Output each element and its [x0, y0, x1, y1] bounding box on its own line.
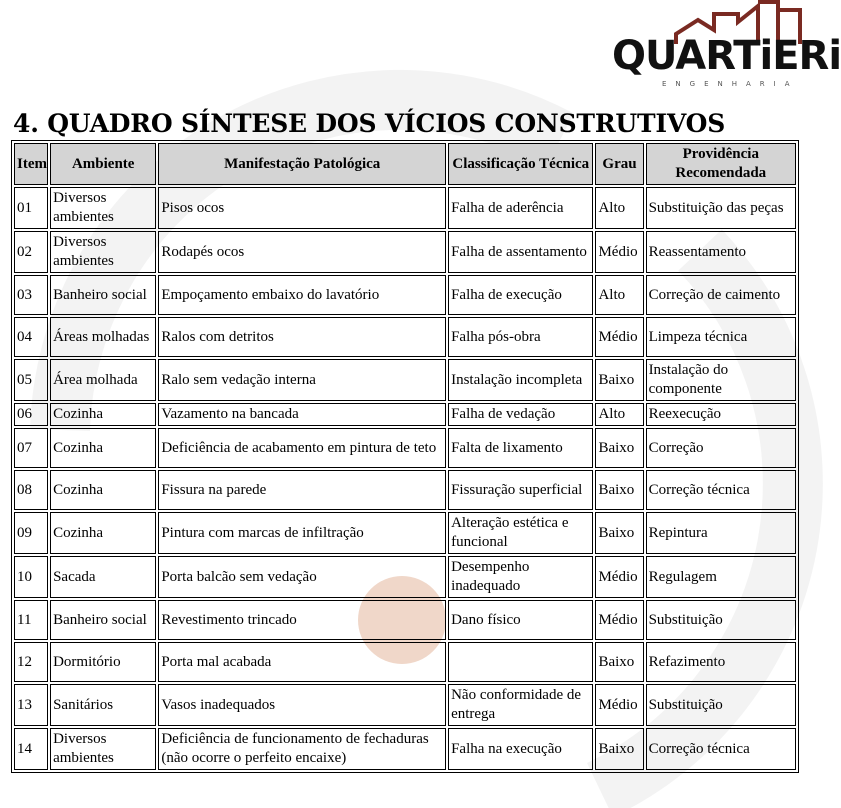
cell-classificacao: Falha na execução [448, 728, 593, 770]
table-header-row [14, 143, 796, 185]
cell-grau: Baixo [595, 428, 643, 468]
table-row [14, 556, 796, 598]
cell-classificacao: Falha pós-obra [448, 317, 593, 357]
cell-classificacao: Alteração estética e funcional [448, 512, 593, 554]
cell-classificacao: Falta de lixamento [448, 428, 593, 468]
cell-item: 07 [14, 428, 48, 468]
cell-manifestacao: Pintura com marcas de infiltração [158, 512, 446, 554]
cell-manifestacao: Deficiência de acabamento em pintura de teto [158, 428, 446, 468]
cell-ambiente: Diversos ambientes [50, 187, 156, 229]
cell-item: 06 [14, 403, 48, 426]
cell-classificacao: Falha de assentamento [448, 231, 593, 273]
cell-ambiente: Banheiro social [50, 275, 156, 315]
header-manifestacao: Manifestação Patológica [158, 143, 446, 185]
table-row [14, 642, 796, 682]
table-row [14, 428, 796, 468]
cell-item: 14 [14, 728, 48, 770]
cell-manifestacao: Vazamento na bancada [158, 403, 446, 426]
table-row [14, 600, 796, 640]
table-row [14, 359, 796, 401]
cell-grau: Baixo [595, 470, 643, 510]
table-row [14, 470, 796, 510]
cell-manifestacao: Ralo sem vedação interna [158, 359, 446, 401]
cell-classificacao: Falha de aderência [448, 187, 593, 229]
cell-grau: Baixo [595, 512, 643, 554]
cell-providencia: Repintura [646, 512, 796, 554]
logo-subtitle: ENGENHARIA [662, 80, 799, 88]
cell-ambiente: Área molhada [50, 359, 156, 401]
cell-manifestacao: Vasos inadequados [158, 684, 446, 726]
cell-providencia: Regulagem [646, 556, 796, 598]
cell-classificacao: Não conformidade de entrega [448, 684, 593, 726]
cell-manifestacao: Ralos com detritos [158, 317, 446, 357]
header-grau: Grau [595, 143, 643, 185]
cell-grau: Médio [595, 317, 643, 357]
cell-item: 04 [14, 317, 48, 357]
cell-item: 12 [14, 642, 48, 682]
cell-ambiente: Dormitório [50, 642, 156, 682]
cell-classificacao: Desempenho inadequado [448, 556, 593, 598]
logo-wordmark: QUARTiERi [612, 33, 841, 79]
cell-item: 10 [14, 556, 48, 598]
table-row [14, 275, 796, 315]
cell-item: 05 [14, 359, 48, 401]
cell-classificacao: Fissuração superficial [448, 470, 593, 510]
cell-manifestacao: Empoçamento embaixo do lavatório [158, 275, 446, 315]
cell-item: 09 [14, 512, 48, 554]
table-row [14, 187, 796, 229]
table-row [14, 231, 796, 273]
cell-ambiente: Cozinha [50, 428, 156, 468]
cell-item: 01 [14, 187, 48, 229]
defects-table [11, 140, 799, 773]
cell-classificacao: Falha de execução [448, 275, 593, 315]
cell-manifestacao: Porta balcão sem vedação [158, 556, 446, 598]
section-title: 4. QUADRO SÍNTESE DOS VÍCIOS CONSTRUTIVOS [13, 109, 726, 138]
cell-manifestacao: Revestimento trincado [158, 600, 446, 640]
cell-ambiente: Sacada [50, 556, 156, 598]
cell-grau: Médio [595, 600, 643, 640]
cell-grau: Baixo [595, 728, 643, 770]
cell-providencia: Correção [646, 428, 796, 468]
cell-manifestacao: Deficiência de funcionamento de fechaduras (não ocorre o perfeito encaixe) [158, 728, 446, 770]
cell-providencia: Refazimento [646, 642, 796, 682]
cell-grau: Alto [595, 403, 643, 426]
header-providencia: Providência Recomendada [646, 143, 796, 185]
header-item: Item [14, 143, 48, 185]
cell-providencia: Correção técnica [646, 728, 796, 770]
cell-classificacao: Dano físico [448, 600, 593, 640]
cell-classificacao [448, 642, 593, 682]
cell-providencia: Correção técnica [646, 470, 796, 510]
cell-classificacao: Instalação incompleta [448, 359, 593, 401]
cell-providencia: Substituição [646, 684, 796, 726]
cell-ambiente: Cozinha [50, 512, 156, 554]
cell-classificacao: Falha de vedação [448, 403, 593, 426]
cell-grau: Baixo [595, 359, 643, 401]
table-row [14, 317, 796, 357]
cell-grau: Médio [595, 556, 643, 598]
cell-providencia: Substituição [646, 600, 796, 640]
cell-manifestacao: Pisos ocos [158, 187, 446, 229]
cell-grau: Alto [595, 187, 643, 229]
cell-ambiente: Diversos ambientes [50, 728, 156, 770]
cell-ambiente: Diversos ambientes [50, 231, 156, 273]
cell-item: 03 [14, 275, 48, 315]
table-row [14, 684, 796, 726]
cell-ambiente: Banheiro social [50, 600, 156, 640]
table-row [14, 403, 796, 426]
cell-item: 02 [14, 231, 48, 273]
cell-ambiente: Cozinha [50, 403, 156, 426]
cell-manifestacao: Porta mal acabada [158, 642, 446, 682]
cell-ambiente: Cozinha [50, 470, 156, 510]
cell-grau: Baixo [595, 642, 643, 682]
cell-grau: Alto [595, 275, 643, 315]
cell-item: 08 [14, 470, 48, 510]
cell-manifestacao: Rodapés ocos [158, 231, 446, 273]
cell-ambiente: Áreas molhadas [50, 317, 156, 357]
company-logo [612, 0, 841, 92]
cell-providencia: Substituição das peças [646, 187, 796, 229]
cell-ambiente: Sanitários [50, 684, 156, 726]
header-ambiente: Ambiente [50, 143, 156, 185]
cell-grau: Médio [595, 684, 643, 726]
cell-item: 11 [14, 600, 48, 640]
table-row [14, 728, 796, 770]
table-row [14, 512, 796, 554]
cell-providencia: Reexecução [646, 403, 796, 426]
cell-item: 13 [14, 684, 48, 726]
cell-manifestacao: Fissura na parede [158, 470, 446, 510]
cell-providencia: Limpeza técnica [646, 317, 796, 357]
cell-providencia: Instalação do componente [646, 359, 796, 401]
cell-providencia: Reassentamento [646, 231, 796, 273]
header-classificacao: Classificação Técnica [448, 143, 593, 185]
cell-grau: Médio [595, 231, 643, 273]
cell-providencia: Correção de caimento [646, 275, 796, 315]
